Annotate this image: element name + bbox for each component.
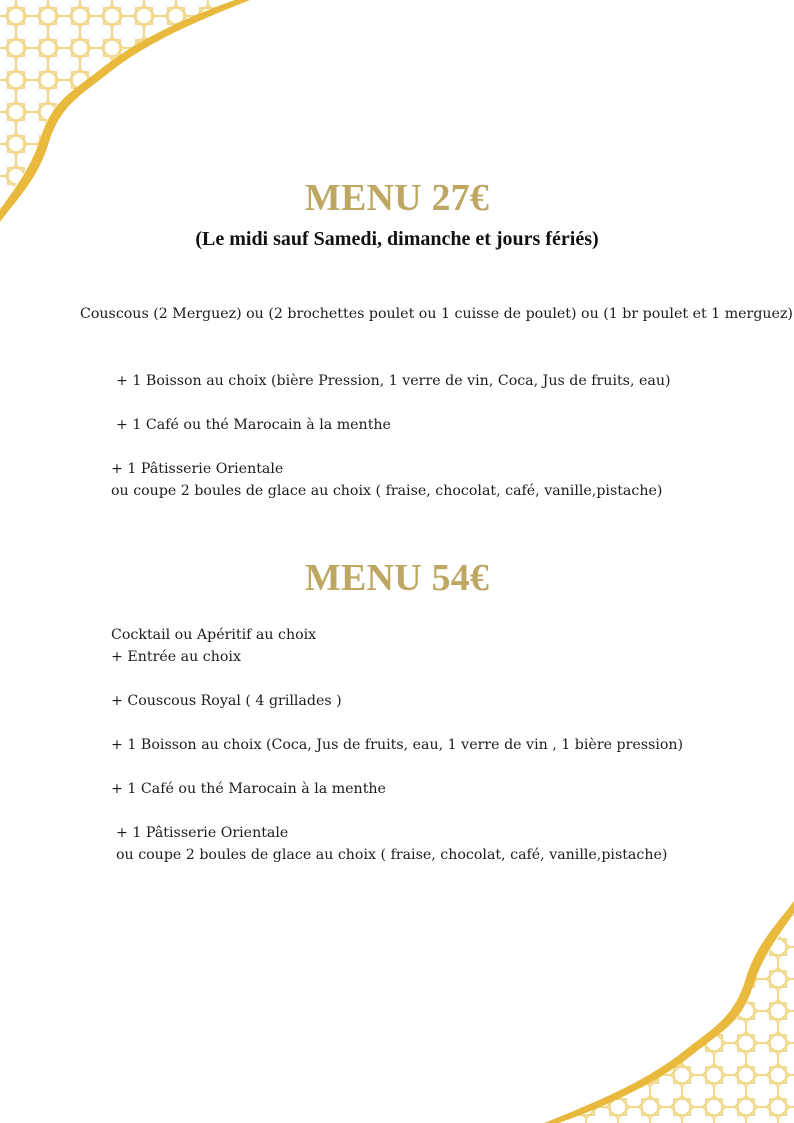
menu-27-drink: + 1 Boisson au choix (bière Pression, 1 verre de vin, Coca, Jus de fruits, eau) — [116, 373, 671, 389]
menu-54-drink: + 1 Boisson au choix (Coca, Jus de fruits, eau, 1 verre de vin , 1 bière pression) — [111, 737, 684, 753]
menu-54-coffee: + 1 Café ou thé Marocain à la menthe — [111, 781, 386, 797]
menu-27-coffee: + 1 Café ou thé Marocain à la menthe — [116, 417, 391, 433]
moroccan-pattern-corner-bottom-right — [544, 873, 794, 1123]
menu-54-aperitif: Cocktail ou Apéritif au choix — [111, 627, 317, 643]
menu-27-main-course: Couscous (2 Merguez) ou (2 brochettes poulet ou 1 cuisse de poulet) ou (1 br poulet et 1 merguez) — [80, 306, 793, 322]
menu-27-title: MENU 27€ — [304, 177, 490, 219]
menu-54-starter: + Entrée au choix — [111, 649, 241, 665]
menu-27-dessert-alt: ou coupe 2 boules de glace au choix ( fraise, chocolat, café, vanille,pistache) — [111, 483, 663, 499]
menu-27-subtitle: (Le midi sauf Samedi, dimanche et jours fériés) — [195, 228, 599, 250]
menu-54-title: MENU 54€ — [304, 557, 490, 599]
menu-54-main-course: + Couscous Royal ( 4 grillades ) — [111, 693, 342, 709]
menu-27-dessert: + 1 Pâtisserie Orientale — [111, 461, 284, 477]
menu-54-dessert: + 1 Pâtisserie Orientale — [116, 825, 289, 841]
menu-54-dessert-alt: ou coupe 2 boules de glace au choix ( fraise, chocolat, café, vanille,pistache) — [116, 847, 668, 863]
